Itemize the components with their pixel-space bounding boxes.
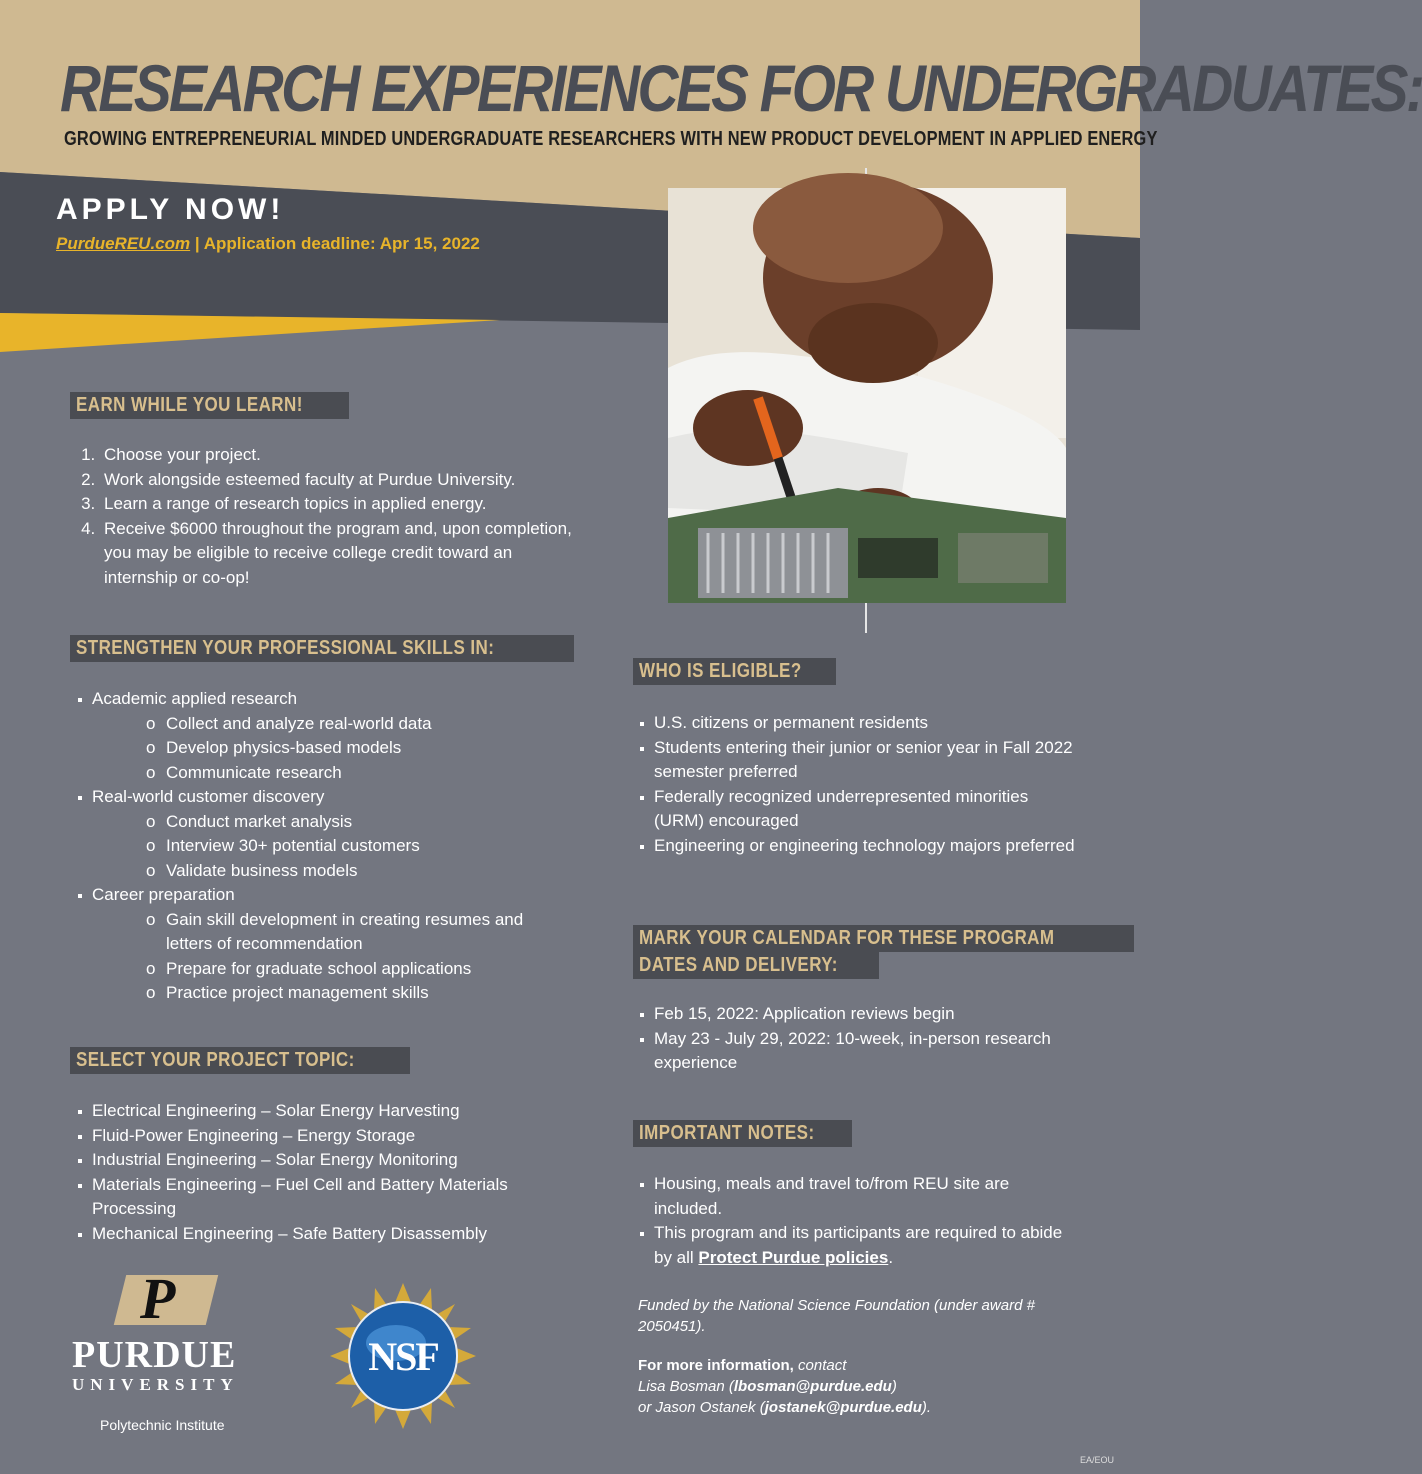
earn-section-label: EARN WHILE YOU LEARN! [70, 392, 349, 419]
funding-note [638, 1295, 1088, 1337]
purdue-p-letter: P [140, 1266, 176, 1331]
calendar-section-label-line1: MARK YOUR CALENDAR FOR THESE PROGRAM [633, 925, 1134, 952]
list-item: o Practice project management skills [146, 981, 566, 1006]
deadline-text: | Application deadline: Apr 15, 2022 [190, 234, 480, 253]
topics-section-label: SELECT YOUR PROJECT TOPIC: [70, 1047, 410, 1074]
list-item: o Gain skill development in creating resumes and letters of recommendation [146, 908, 566, 957]
eligible-list [638, 711, 1078, 858]
list-item: Real-world customer discovery o Conduct market analysis o Interview 30+ potential customers o Validate business models [76, 785, 576, 883]
list-item: Career preparation o Gain skill development in creating resumes and letters of recommendation o Prepare for graduate school applications o Practice project management skills [76, 883, 576, 1006]
skills-section [70, 635, 574, 662]
apply-now-heading: APPLY NOW! [56, 193, 285, 226]
eligible-list-container [638, 711, 1078, 858]
program-website-link[interactable]: PurdueREU.com [56, 234, 191, 253]
list-item: o Conduct market analysis [146, 810, 576, 835]
earn-list-container [76, 443, 576, 590]
eaeou-label: EA/EOU [1080, 1455, 1115, 1465]
page-subtitle: GROWING ENTREPRENEURIAL MINDED UNDERGRADUATE RESEARCHERS WITH NEW PRODUCT DEVELOPMENT IN APPLIED ENERGY [64, 128, 1158, 150]
notes-list [638, 1172, 1068, 1270]
contact-email-bosman[interactable]: lbosman@purdue.edu [733, 1378, 892, 1395]
list-item: o Prepare for graduate school applications [146, 957, 566, 982]
photo-divider-bottom [865, 603, 867, 633]
notes-list-container [638, 1172, 1068, 1270]
protect-purdue-link[interactable]: Protect Purdue policies [698, 1247, 889, 1267]
contact-info: For more information, contact Lisa Bosman (lbosman@purdue.edu) or Jason Ostanek (jostanek@purdue.edu). [638, 1357, 932, 1416]
funding-line-2: 2050451). [638, 1318, 706, 1335]
list-item: Industrial Engineering – Solar Energy Monitoring [76, 1148, 576, 1173]
list-item: U.S. citizens or permanent residents [638, 711, 1078, 736]
notes-section [633, 1120, 852, 1147]
purdue-wordmark: PURDUE [72, 1334, 237, 1376]
eligible-section-label: WHO IS ELIGIBLE? [633, 658, 836, 685]
contact-lead: For more information, [638, 1357, 794, 1374]
list-item: 1. Choose your project. [100, 443, 576, 468]
earn-steps-list [76, 443, 576, 590]
calendar-section-label-line2: DATES AND DELIVERY: [633, 952, 879, 979]
list-item: Materials Engineering – Fuel Cell and Battery Materials Processing [76, 1173, 576, 1222]
calendar-list-container [638, 1002, 1088, 1076]
topics-section [70, 1047, 410, 1074]
topics-list-container [76, 1099, 576, 1246]
calendar-section [633, 925, 1134, 979]
list-item: Feb 15, 2022: Application reviews begin [638, 1002, 1088, 1027]
skills-list [76, 687, 576, 1006]
list-item: 2. Work alongside esteemed faculty at Purdue University. [100, 468, 576, 493]
eligible-section [633, 658, 836, 685]
list-item: o Validate business models [146, 859, 576, 884]
university-wordmark: UNIVERSITY [72, 1375, 239, 1394]
topics-list [76, 1099, 576, 1246]
list-item: 3. Learn a range of research topics in applied energy. [100, 492, 576, 517]
purdue-logo [72, 1266, 252, 1433]
list-item: o Communicate research [146, 761, 576, 786]
calendar-list [638, 1002, 1088, 1076]
list-item: Fluid-Power Engineering – Energy Storage [76, 1124, 576, 1149]
list-item: o Develop physics-based models [146, 736, 576, 761]
list-item: 4. Receive $6000 throughout the program and, upon completion, you may be eligible to receive college credit toward an internship or co-op! [100, 517, 576, 591]
earn-section [70, 392, 349, 419]
polytechnic-label: Polytechnic Institute [100, 1417, 225, 1433]
student-working-photo [668, 188, 1066, 603]
list-item: o Collect and analyze real-world data [146, 712, 576, 737]
list-item: Electrical Engineering – Solar Energy Harvesting [76, 1099, 576, 1124]
skills-section-label: STRENGTHEN YOUR PROFESSIONAL SKILLS IN: [70, 635, 574, 662]
list-item: Students entering their junior or senior year in Fall 2022 semester preferred [638, 736, 1078, 785]
skills-list-container [76, 687, 576, 1006]
nsf-logo [330, 1283, 476, 1429]
notes-section-label: IMPORTANT NOTES: [633, 1120, 852, 1147]
contact-email-ostanek[interactable]: jostanek@purdue.edu [764, 1399, 922, 1416]
nsf-letters: NSF [368, 1334, 438, 1379]
list-item: May 23 - July 29, 2022: 10-week, in-person research experience [638, 1027, 1088, 1076]
list-item: This program and its participants are required to abide by all Protect Purdue policies. [638, 1221, 1068, 1270]
list-item: Engineering or engineering technology majors preferred [638, 834, 1078, 859]
student-illustration [668, 188, 1066, 603]
page-title: RESEARCH EXPERIENCES FOR UNDERGRADUATES: [60, 51, 1422, 125]
list-item: Housing, meals and travel to/from REU site are included. [638, 1172, 1068, 1221]
list-item: Federally recognized underrepresented minorities (URM) encouraged [638, 785, 1078, 834]
list-item: o Interview 30+ potential customers [146, 834, 576, 859]
list-item: Academic applied research o Collect and analyze real-world data o Develop physics-based models o Communicate research [76, 687, 576, 785]
funding-line-1: Funded by the National Science Foundation (under award # [638, 1297, 1035, 1314]
list-item: Mechanical Engineering – Safe Battery Disassembly [76, 1222, 576, 1247]
deadline-line [56, 234, 480, 254]
